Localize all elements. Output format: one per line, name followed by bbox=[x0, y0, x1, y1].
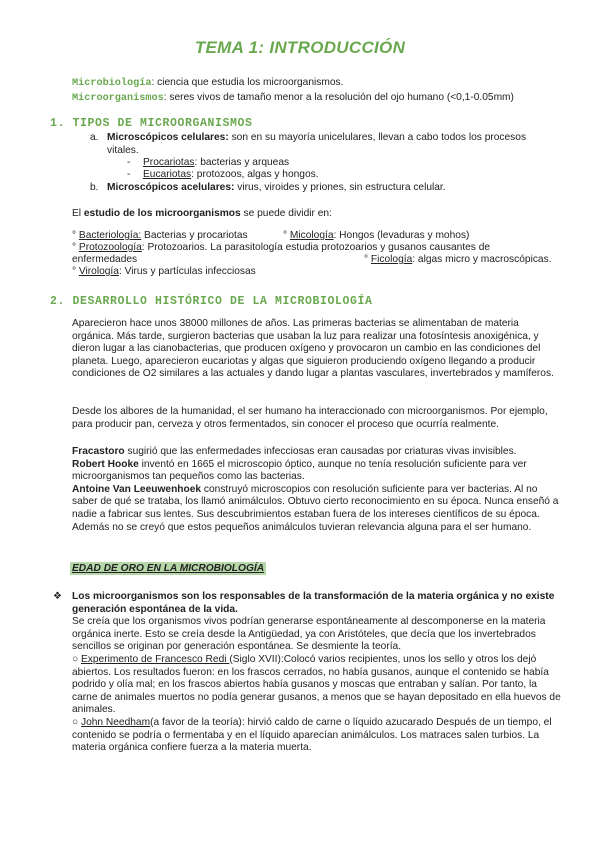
field-virologia: ° Virología: Virus y partículas infecciosas bbox=[72, 266, 256, 277]
field-protozoologia: ° Protozoología: Protozoarios. La parasitología estudia protozoarios y gusanos causantes de bbox=[72, 242, 491, 253]
field-ficologia: ° Ficología: algas micro y macroscópicas. bbox=[364, 254, 552, 265]
document-title: TEMA 1: INTRODUCCIÓN bbox=[194, 38, 406, 57]
field-micologia: ° Micología: Hongos (levaduras y mohos) bbox=[283, 230, 470, 241]
sub-procariotas: - Procariotas: bacterias y arqueas bbox=[127, 157, 290, 168]
paragraph-origen: Aparecieron hace unos 38000 millones de años. Las primeras bacterias se alimentaban de materia orgánica. Más tarde, surgieron bacterias que usaban la luz para realizar una fotosíntesis anoxigénica, y dieron lugar a las cianobacterias, que producen oxígeno y provocaron un cambio en las condiciones del planeta. Luego, aparecieron eucariotas y algas que siguieron produciendo oxígeno llegando a producir condiciones de O2 similares a las actuales y dando lugar a plantas vasculares, invertebrados y mamíferos. bbox=[72, 318, 554, 380]
study-intro: El estudio de los microorganismos se puede dividir en: bbox=[72, 208, 332, 219]
golden-age-heading: EDAD DE ORO EN LA MICROBIOLOGÍA bbox=[72, 563, 265, 574]
fracastoro: Fracastoro sugirió que las enfermedades infecciosas eran causadas por criaturas vivas invisibles. bbox=[72, 446, 517, 457]
redi-experiment: ○ Experimento de Francesco Redi (Siglo XVII):Colocó varios recipientes, unos los sello y otros los dejó abiertos. Los resultados fueron: en los frascos cerrados, no había gusanos, aunque el contenido se había podrido y olía mal; en los frascos abiertos había gusanos y moscas que entraban y salían. Por tanto, la carne de animales muertos no podía generar gusanos, a menos que se hayan depositado en ella huevos de animales. bbox=[72, 653, 561, 716]
needham-experiment: ○ John Needham(a favor de la teoría): hirvió caldo de carne o líquido azucarado Después de un tiempo, el contenido se podría o fermentaba y en el líquido aparecían animálculos. Los matraces salen turbios. La materia orgánica confiere fuerza a la materia muerta. bbox=[72, 716, 552, 754]
field-bacteriologia: ° Bacteriología: Bacterias y procariotas bbox=[72, 230, 248, 241]
definition-microorganismos: Microorganismos: seres vivos de tamaño menor a la resolución del ojo humano (<0,1-0.05mm) bbox=[72, 92, 514, 104]
section-heading-tipos: 1. TIPOS DE MICROORGANISMOS bbox=[50, 117, 253, 130]
paragraph-humanidad: Desde los albores de la humanidad, el ser humano ha interaccionado con microorganismos. Por ejemplo, para producir pan, cerveza y otros fermentados, sin conocer el proceso que ocurría realmente. bbox=[72, 406, 548, 430]
definitions bbox=[72, 76, 514, 106]
paragraph-cientificos bbox=[72, 446, 560, 534]
section-heading-historia: 2. DESARROLLO HISTÓRICO DE LA MICROBIOLOGÍA bbox=[50, 295, 373, 308]
definition-microbiologia: Microbiología: ciencia que estudia los microorganismos. bbox=[72, 77, 344, 89]
item-a: a. Microscópicos celulares: son en su mayoría unicelulares, llevan a cabo todos los procesos vitales. bbox=[90, 132, 527, 156]
leeuwenhoek: Antoine Van Leeuwenhoek construyó microscopios con resolución suficiente para ver bacterias. Al no saber de qué se trataba, los llamó animálculos. Obtuvo cierto reconocimiento en su época. Nunca enseñó a nadie a fabricar sus lentes. Sus descubrimientos estaban fuera de los intereses científicos de su época. Además no se creyó que estos pequeños animálculos tuvieran relevancia alguna para el ser humano. bbox=[72, 483, 559, 533]
field-enfermedades: enfermedades bbox=[72, 254, 138, 265]
item-b: b. Microscópicos acelulares: virus, viroides y priones, sin estructura celular. bbox=[90, 182, 446, 193]
diamond-bullet-icon: ❖ bbox=[53, 591, 63, 602]
sub-eucariotas: - Eucariotas: protozoos, algas y hongos. bbox=[127, 169, 319, 180]
bullet-generacion: ❖ Los microorganismos son los responsables de la transformación de la materia orgánica y no existe generación espontánea de la vida. Se creía que los organismos vivos podrían generarse espontáneamente al descomponerse en la materia orgánica inerte. Esto se creía desde la Antigüedad, ya con Aristóteles, que decía que los invertebrados sencillos se originan por generación espontánea. Se desmiente la teoría. ○ Experimento de Francesco Redi (Siglo XVII):Colocó varios recipientes, unos los sello y otros los dejó abiertos. Los resultados fueron: en los frascos cerrados, no había gusanos, aunque el contenido se había podrido y olía mal; en los frascos abiertos había gusanos y moscas que entraban y salían. Por tanto, la carne de animales muertos no podía generar gusanos, a menos que se hayan depositado en ella huevos de animales. ○ John Needham(a favor de la teoría): hirvió caldo de carne o líquido azucarado Después de un tiempo, el contenido se podría o fermentaba y en el líquido aparecían animálculos. Los matraces salen turbios. La materia orgánica confiere fuerza a la materia muerta. bbox=[53, 591, 563, 755]
hooke: Robert Hooke inventó en 1665 el microscopio óptico, aunque no tenía resolución suficiente para ver microorganismos tan pequeños como las bacterias. bbox=[72, 458, 527, 483]
